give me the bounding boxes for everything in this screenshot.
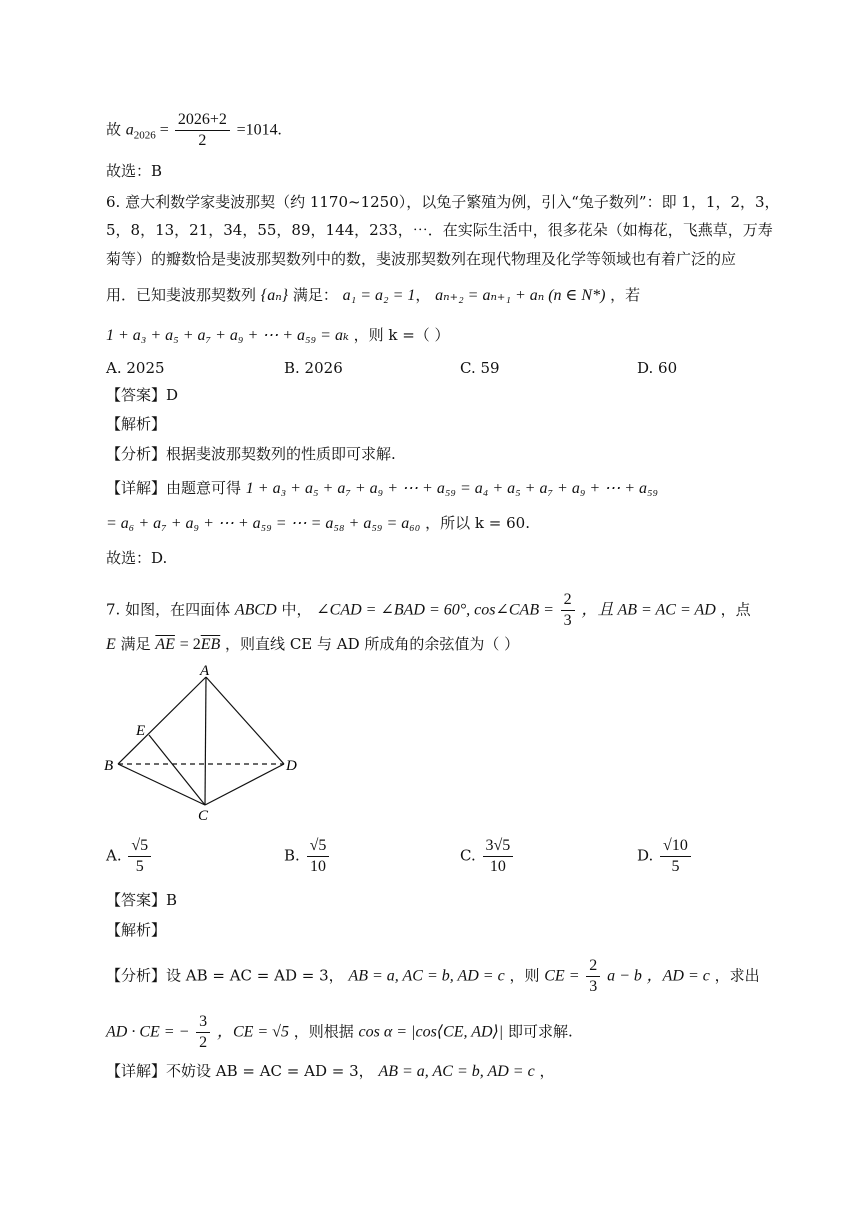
- q7-fenxi2-end: 即可求解.: [507, 1022, 573, 1041]
- q6-option-a: A. 2025: [106, 359, 165, 377]
- q7-fenxi1-end: ，求出: [714, 966, 760, 985]
- q6-line5-end: ，则 k =（ ）: [353, 326, 450, 344]
- q7-line2-end: ，则直线 CE 与 AD 所成角的余弦值为（ ）: [225, 635, 520, 653]
- q7-option-b-num: √5: [307, 836, 330, 857]
- q6-line2: 5，8，13，21，34，55，89，144，233，⋯．在实际生活中，很多花朵（如梅花，飞燕草，万寿: [106, 221, 773, 239]
- prev-eq-result: =1014.: [236, 121, 282, 139]
- q7-fenxi2-mid: ，则根据: [293, 1022, 354, 1041]
- label-a: A: [200, 663, 210, 679]
- q7-option-d: [637, 836, 693, 877]
- prev-eq-prefix: 故: [106, 120, 122, 139]
- q6-detail-eq1: 1 + a₃ + a₅ + a₇ + a₉ + ⋯ + a₅₉ = a₄ + a₅ + a₇ + a₉ + ⋯ + a₅₉: [245, 480, 659, 497]
- q7-fenxi1-mid: ，则: [509, 966, 540, 985]
- q6-option-c: C. 59: [460, 359, 500, 377]
- q7-option-b-label: B.: [284, 846, 300, 865]
- q7-fenxi1-ad: ，AD = c: [646, 967, 710, 985]
- q6-line4-text: 用．已知斐波那契数列: [106, 286, 257, 304]
- segment-ec: [149, 735, 205, 805]
- q7-answer: 【答案】B: [106, 891, 178, 909]
- q7-line2-text: 满足: [120, 635, 151, 653]
- q7-fenxi2-ce: ，CE = √5: [216, 1023, 289, 1041]
- q7-fenxi1-vecs: AB = a, AC = b, AD = c: [348, 967, 505, 985]
- q7-fenxi1: [106, 956, 760, 997]
- edge-ad: [206, 677, 284, 764]
- q6-line5: [106, 324, 450, 347]
- q6-eq2: aₙ₊₂ = aₙ₊₁ + aₙ (n ∈ N*): [435, 287, 606, 304]
- q6-option-b: B. 2026: [284, 359, 343, 377]
- tetrahedron-figure: [104, 662, 304, 822]
- q7-fenxi1-ce: CE =: [544, 967, 580, 985]
- label-b: B: [104, 758, 114, 774]
- q7-point-e: E: [106, 636, 116, 653]
- q7-option-a-num: √5: [128, 836, 151, 857]
- q7-line1-pre: 7. 如图，在四面体: [106, 600, 231, 619]
- q6-answer: 【答案】D: [106, 386, 179, 404]
- edge-bc: [118, 764, 205, 805]
- q6-fenxi: 【分析】根据斐波那契数列的性质即可求解.: [106, 445, 396, 463]
- prev-conclusion: 故选：B: [106, 162, 163, 180]
- q7-detail-vecs: AB = a, AC = b, AD = c: [378, 1063, 535, 1080]
- q7-fenxi2-num: 3: [196, 1012, 210, 1033]
- q7-option-c: [460, 836, 515, 877]
- q7-option-b-den: 10: [309, 858, 326, 875]
- q7-fenxi1-fraction: [586, 956, 600, 997]
- q7-fenxi2-den: 2: [199, 1034, 208, 1051]
- q7-fenxi2-cos: cos α = |cos⟨CE, AD⟩|: [358, 1023, 504, 1041]
- q6-seq: {aₙ}: [260, 287, 289, 304]
- q7-line1-mid: 中，: [281, 600, 312, 619]
- q7-fenxi2-dot: AD · CE = −: [106, 1023, 190, 1041]
- q7-line2: [106, 633, 519, 656]
- q7-vec-ae: $\overline{AE}$: [155, 636, 175, 653]
- q6-option-d: D. 60: [637, 359, 678, 377]
- q7-vec-eb: $\overline{EB}$: [200, 636, 221, 653]
- q7-option-b: [284, 836, 331, 877]
- q6-analysis-head: 【解析】: [106, 415, 167, 433]
- q7-option-c-num: 3√5: [483, 836, 514, 857]
- q7-option-a-label: A.: [106, 846, 122, 865]
- label-c: C: [198, 808, 209, 822]
- q6-detail-label: 【详解】由题意可得: [106, 479, 242, 497]
- q7-cos-den: 3: [563, 612, 572, 629]
- prev-frac-num: 2026+2: [175, 110, 230, 131]
- q7-detail-end: ，: [539, 1062, 555, 1080]
- q7-angle-eq: ∠CAD = ∠BAD = 60°, cos∠CAB =: [316, 601, 554, 619]
- q7-fenxi1-num: 2: [586, 956, 600, 977]
- label-e: E: [136, 723, 146, 739]
- q7-fenxi1-ce2: a − b: [607, 967, 642, 985]
- q6-eq1: a₁ = a₂ = 1: [342, 287, 416, 304]
- q7-fenxi1-pre: 【分析】设 AB = AC = AD = 3，: [106, 966, 344, 985]
- q6-detail1: [106, 477, 658, 500]
- q6-line3: 菊等）的瓣数恰是斐波那契数列中的数，斐波那契数列在现代物理及化学等领域也有着广泛的应: [106, 250, 737, 268]
- q7-option-a: [106, 836, 153, 877]
- q7-line1-end: ，点: [720, 600, 751, 619]
- q7-option-d-num: √10: [660, 836, 691, 857]
- q6-conclusion: 故选：D.: [106, 549, 168, 567]
- q7-eq-sides: ，且 AB = AC = AD: [581, 601, 716, 619]
- prev-fraction: [175, 110, 230, 151]
- q7-tetra-name: ABCD: [234, 601, 277, 619]
- q7-line1: [106, 590, 751, 631]
- q7-option-c-label: C.: [460, 846, 476, 865]
- q7-vec-eq: = 2: [179, 636, 201, 653]
- q6-sum-eq: 1 + a₃ + a₅ + a₇ + a₉ + ⋯ + a₅₉ = aₖ: [106, 327, 349, 344]
- q7-detail: [106, 1060, 554, 1083]
- q7-option-a-den: 5: [135, 858, 144, 875]
- q6-line4-end: ，若: [610, 286, 641, 304]
- q6-detail2-end: ，所以 k = 60.: [425, 514, 530, 532]
- q7-cos-num: 2: [561, 590, 575, 611]
- q7-option-d-den: 5: [671, 858, 680, 875]
- q7-fenxi2: [106, 1012, 573, 1053]
- q7-analysis-head: 【解析】: [106, 921, 167, 939]
- q7-option-c-den: 10: [489, 858, 506, 875]
- q7-cos-fraction: [561, 590, 575, 631]
- edge-ac: [205, 677, 206, 805]
- edge-cd: [205, 764, 284, 805]
- prev-equation: 故 $a_{2026}$ = $\frac{2026+2}{2}$ =1014.: [106, 111, 282, 149]
- q7-option-d-label: D.: [637, 846, 654, 865]
- q6-line4-mid: 满足：: [292, 286, 338, 304]
- q7-detail-pre: 【详解】不妨设 AB = AC = AD = 3，: [106, 1062, 374, 1080]
- q7-fenxi2-fraction: [196, 1012, 210, 1053]
- prev-frac-den: 2: [198, 132, 207, 149]
- q6-detail2: [106, 512, 530, 535]
- q6-line1: 6. 意大利数学家斐波那契（约 1170~1250），以兔子繁殖为例，引入“兔子数列”：即 1，1，2，3，: [106, 193, 780, 211]
- q6-line4: 用．已知斐波那契数列 {aₙ} 满足： a₁ = a₂ = 1， aₙ₊₂ = aₙ₊₁ + aₙ (n ∈ N*) ，若: [106, 286, 641, 304]
- label-d: D: [286, 758, 297, 774]
- q6-detail-eq2: = a₆ + a₇ + a₉ + ⋯ + a₅₉ = ⋯ = a₅₈ + a₅₉ = a₆₀: [106, 515, 421, 532]
- q7-fenxi1-den: 3: [589, 978, 598, 995]
